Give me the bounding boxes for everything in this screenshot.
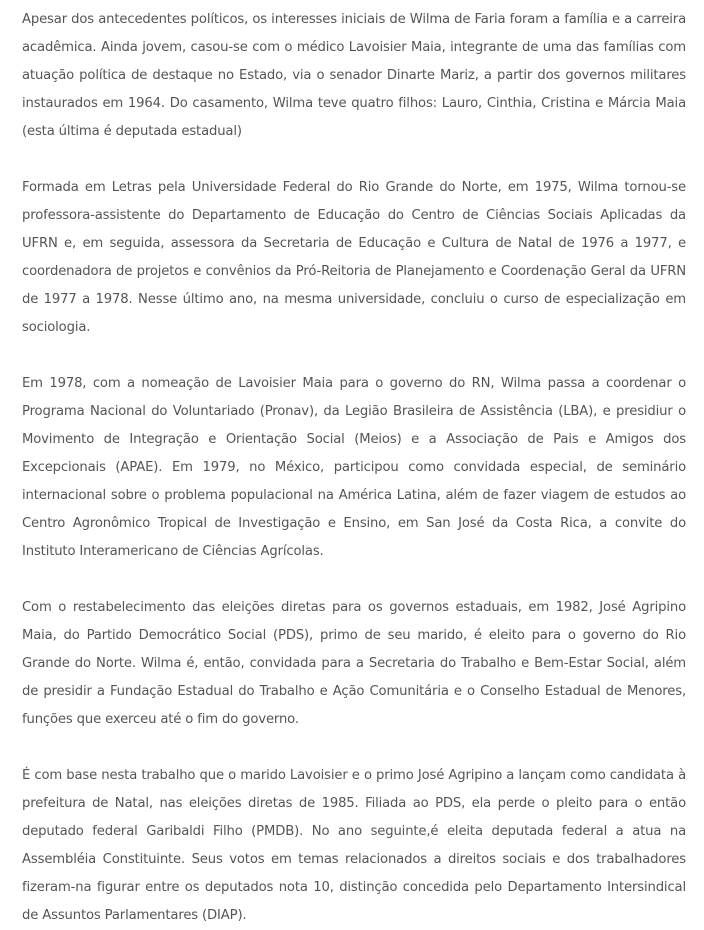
paragraph-1985: É com base nesta trabalho que o marido Lavoisier e o primo José Agripino a lançam como candidata à prefeitura de Natal, nas eleições diretas de 1985. Filiada ao PDS, ela perde o pleito para o então deputado federal Garibaldi Filho (PMDB). No ano seguinte,é eleita deputada federal a atua na Assembléia Constituinte. Seus votos em temas relacionados a direitos sociais e dos trabalhadores fizeram-na figurar entre os deputados nota 10, distinção concedida pelo Departamento Intersindical de Assuntos Parlamentares (DIAP). bbox=[22, 768, 686, 923]
paragraph-1978: Em 1978, com a nomeação de Lavoisier Maia para o governo do RN, Wilma passa a coordenar o Programa Nacional do Voluntariado (Pronav), da Legião Brasileira de Assistência (LBA), e presidiur o Movimento de Integração e Orientação Social (Meios) e a Associação de Pais e Amigos dos Excepcionais (APAE). Em 1979, no México, participou como convidada especial, de seminário internacional sobre o problema populacional na América Latina, além de fazer viagem de estudos ao Centro Agronômico Tropical de Investigação e Ensino, em San José da Costa Rica, a convite do Instituto Interamericano de Ciências Agrícolas. bbox=[22, 376, 686, 559]
paragraph-early-life: Apesar dos antecedentes políticos, os interesses iniciais de Wilma de Faria foram a família e a carreira acadêmica. Ainda jovem, casou-se com o médico Lavoisier Maia, integrante de uma das famílias com atuação política de destaque no Estado, via o senador Dinarte Mariz, a partir dos governos militares instaurados em 1964. Do casamento, Wilma teve quatro filhos: Lauro, Cinthia, Cristina e Márcia Maia (esta última é deputada estadual) bbox=[22, 12, 686, 139]
paragraph-1982: Com o restabelecimento das eleições diretas para os governos estaduais, em 1982, José Agripino Maia, do Partido Democrático Social (PDS), primo de seu marido, é eleito para o governo do Rio Grande do Norte. Wilma é, então, convidada para a Secretaria do Trabalho e Bem-Estar Social, além de presidir a Fundação Estadual do Trabalho e Ação Comunitária e o Conselho Estadual de Menores, funções que exerceu até o fim do governo. bbox=[22, 600, 686, 727]
paragraph-education: Formada em Letras pela Universidade Federal do Rio Grande do Norte, em 1975, Wilma tornou-se professora-assistente do Departamento de Educação do Centro de Ciências Sociais Aplicadas da UFRN e, em seguida, assessora da Secretaria de Educação e Cultura de Natal de 1976 a 1977, e coordenadora de projetos e convênios da Pró-Reitoria de Planejamento e Coordenação Geral da UFRN de 1977 a 1978. Nesse último ano, na mesma universidade, concluiu o curso de especialização em sociologia. bbox=[22, 180, 686, 335]
